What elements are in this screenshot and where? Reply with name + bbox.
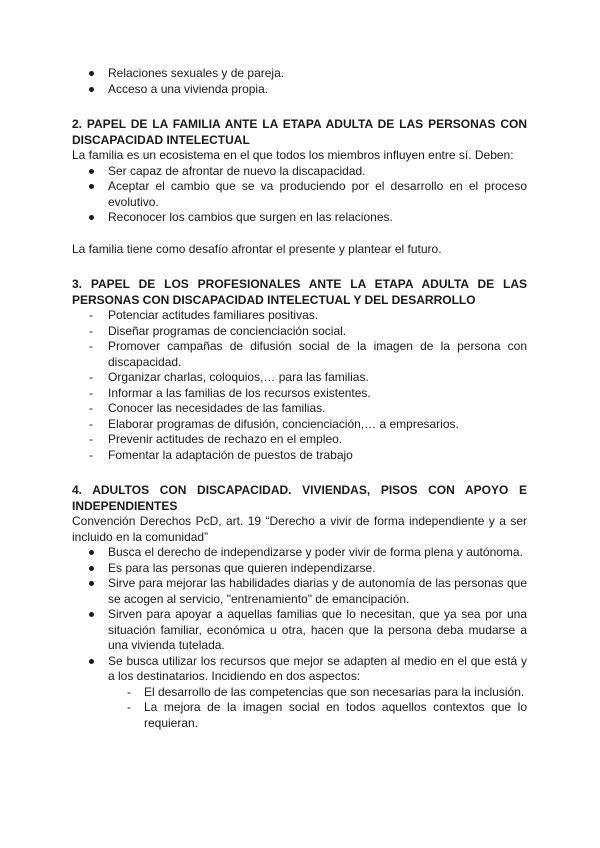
section-3-list xyxy=(72,308,527,463)
section-2 xyxy=(72,117,527,257)
list-item: - Prevenir actitudes de rechazo en el empleo. xyxy=(72,432,527,448)
top-bullet-list xyxy=(72,66,527,97)
list-item: - Diseñar programas de concienciación social. xyxy=(72,324,527,340)
list-item: - Potenciar actitudes familiares positivas. xyxy=(72,308,527,324)
list-item: - Elaborar programas de difusión, concienciación,… a empresarios. xyxy=(72,417,527,433)
list-item: Sirven para apoyar a aquellas familias que lo necesitan, que ya sea por una situación familiar, económica u otra, hacen que la persona deba mudarse a una vivienda tutelada. xyxy=(72,607,527,654)
section-4-list xyxy=(72,545,527,685)
section-2-intro: La familia es un ecosistema en el que todos los miembros influyen entre sí. Deben: xyxy=(72,148,514,162)
list-item: Es para las personas que quieren independizarse. xyxy=(72,561,527,577)
list-item: Acceso a una vivienda propia. xyxy=(72,82,527,98)
section-4-title: 4. ADULTOS CON DISCAPACIDAD. VIVIENDAS, PISOS CON APOYO E INDEPENDIENTES xyxy=(72,483,527,513)
list-item: Relaciones sexuales y de pareja. xyxy=(72,66,527,82)
list-item: Se busca utilizar los recursos que mejor se adapten al medio en el que está y a los destinatarios. Incidiendo en dos aspectos: xyxy=(72,654,527,685)
list-item: Ser capaz de afrontar de nuevo la discapacidad. xyxy=(72,164,527,180)
document-page xyxy=(72,66,527,731)
section-4 xyxy=(72,483,527,731)
list-item: - Informar a las familias de los recursos existentes. xyxy=(72,386,527,402)
section-4-intro: Convención Derechos PcD, art. 19 “Derecho a vivir de forma independiente y a ser incluido en la comunidad” xyxy=(72,514,527,544)
section-3 xyxy=(72,277,527,463)
list-item: - Conocer las necesidades de las familias. xyxy=(72,401,527,417)
list-item: Busca el derecho de independizarse y poder vivir de forma plena y autónoma. xyxy=(72,545,527,561)
sub-list-item: - La mejora de la imagen social en todos aquellos contextos que lo requieran. xyxy=(108,700,527,731)
list-item: Reconocer los cambios que surgen en las relaciones. xyxy=(72,210,527,226)
section-4-sublist xyxy=(72,685,527,732)
section-2-closing: La familia tiene como desafío afrontar el presente y plantear el futuro. xyxy=(72,241,442,256)
section-2-list xyxy=(72,164,527,226)
list-item: - Fomentar la adaptación de puestos de trabajo xyxy=(72,448,527,464)
section-2-title: 2. PAPEL DE LA FAMILIA ANTE LA ETAPA ADULTA DE LAS PERSONAS CON DISCAPACIDAD INTELECTUAL xyxy=(72,117,527,147)
list-item: - Organizar charlas, coloquios,… para las familias. xyxy=(72,370,527,386)
list-item: Aceptar el cambio que se va produciendo por el desarrollo en el proceso evolutivo. xyxy=(72,179,527,210)
list-item: Sirve para mejorar las habilidades diarias y de autonomía de las personas que se acogen al servicio, "entrenamiento" de emancipación. xyxy=(72,576,527,607)
list-item: - Promover campañas de difusión social de la imagen de la persona con discapacidad. xyxy=(72,339,527,370)
sub-list-item: - El desarrollo de las competencias que son necesarias para la inclusión. xyxy=(108,685,527,701)
section-3-title: 3. PAPEL DE LOS PROFESIONALES ANTE LA ETAPA ADULTA DE LAS PERSONAS CON DISCAPACIDAD INTELECTUAL Y DEL DESARROLLO xyxy=(72,277,527,307)
